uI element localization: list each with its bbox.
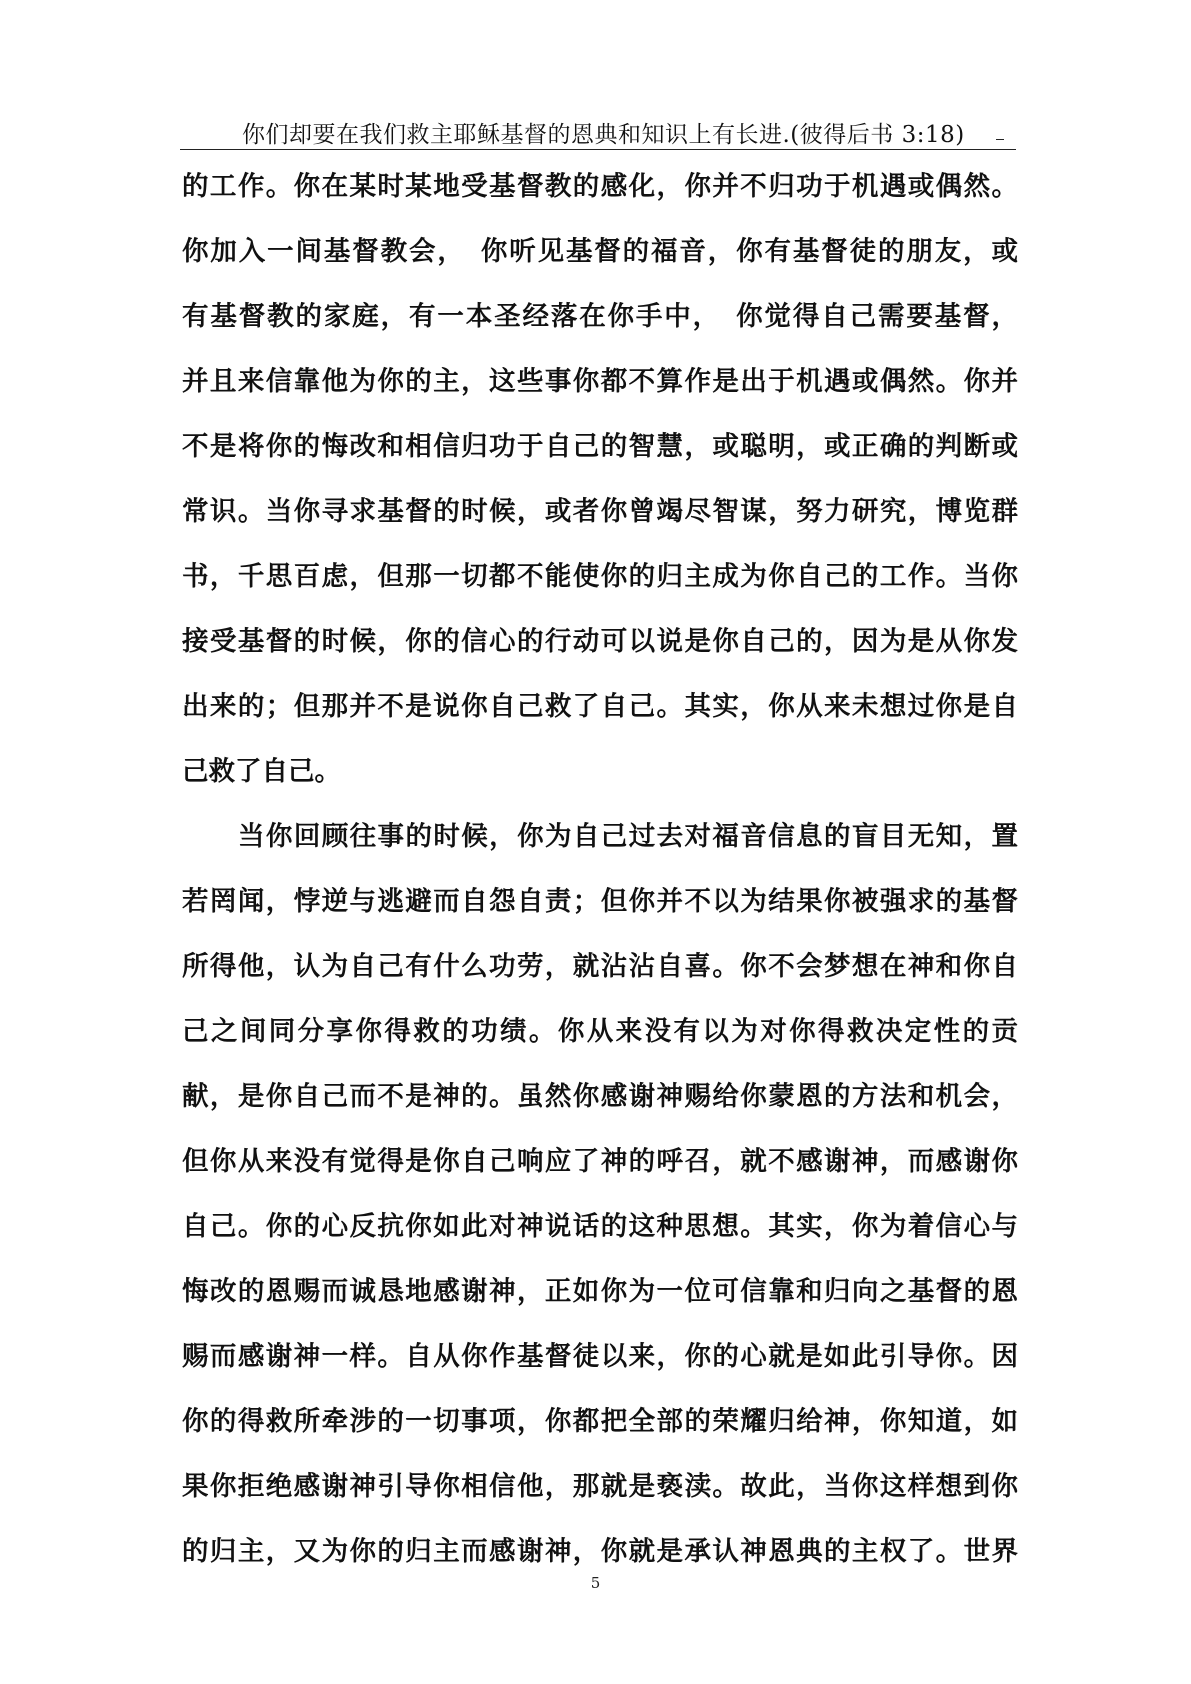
text-line: 接受基督的时候，你的信心的行动可以说是你自己的，因为是从你发 — [182, 626, 1018, 657]
page-number: 5 — [590, 1574, 601, 1592]
text-line: 有基督教的家庭，有一本圣经落在你手中， 你觉得自己需要基督， — [182, 301, 1018, 332]
text-line: 己救了自己。 — [182, 756, 341, 787]
text-line: 的归主，又为你的归主而感谢神，你就是承认神恩典的主权了。世界 — [182, 1536, 1018, 1567]
text-line: 书，千思百虑，但那一切都不能使你的归主成为你自己的工作。当你 — [182, 561, 1018, 592]
text-line: 悔改的恩赐而诚恳地感谢神，正如你为一位可信靠和归向之基督的恩 — [182, 1276, 1018, 1307]
text-line: 的工作。你在某时某地受基督教的感化，你并不归功于机遇或偶然。 — [182, 171, 1018, 202]
text-line: 不是将你的悔改和相信归功于自己的智慧，或聪明，或正确的判断或 — [182, 431, 1018, 462]
header-rule — [180, 149, 1016, 150]
text-line: 常识。当你寻求基督的时候，或者你曾竭尽智谋，努力研究，博览群 — [182, 496, 1018, 527]
paragraph-first-line: 当你回顾往事的时候，你为自己过去对福音信息的盲目无知，置 — [238, 821, 1018, 852]
running-header — [180, 110, 1016, 150]
text-line: 并且来信靠他为你的主，这些事你都不算作是出于机遇或偶然。你并 — [182, 366, 1018, 397]
text-line: 自己。你的心反抗你如此对神说话的这种思想。其实，你为着信心与 — [182, 1211, 1018, 1242]
text-line: 但你从来没有觉得是你自己响应了神的呼召，就不感谢神，而感谢你 — [182, 1146, 1018, 1177]
running-header-title: 你们却要在我们救主耶稣基督的恩典和知识上有长进.(彼得后书 3:18) — [242, 122, 965, 148]
text-line: 你加入一间基督教会， 你听见基督的福音，你有基督徒的朋友，或 — [182, 236, 1018, 267]
header-mark — [996, 139, 1004, 140]
text-line: 所得他，认为自己有什么功劳，就沾沾自喜。你不会梦想在神和你自 — [182, 951, 1018, 982]
text-line: 己之间同分享你得救的功绩。你从来没有以为对你得救决定性的贡 — [182, 1016, 1018, 1047]
text-line: 出来的；但那并不是说你自己救了自己。其实，你从来未想过你是自 — [182, 691, 1018, 722]
text-line: 赐而感谢神一样。自从你作基督徒以来，你的心就是如此引导你。因 — [182, 1341, 1018, 1372]
text-line: 若罔闻，悖逆与逃避而自怨自责；但你并不以为结果你被强求的基督 — [182, 886, 1018, 917]
text-line: 你的得救所牵涉的一切事项，你都把全部的荣耀归给神，你知道，如 — [182, 1406, 1018, 1437]
text-line: 果你拒绝感谢神引导你相信他，那就是亵渎。故此，当你这样想到你 — [182, 1471, 1018, 1502]
text-line: 献，是你自己而不是神的。虽然你感谢神赐给你蒙恩的方法和机会， — [182, 1081, 1018, 1112]
